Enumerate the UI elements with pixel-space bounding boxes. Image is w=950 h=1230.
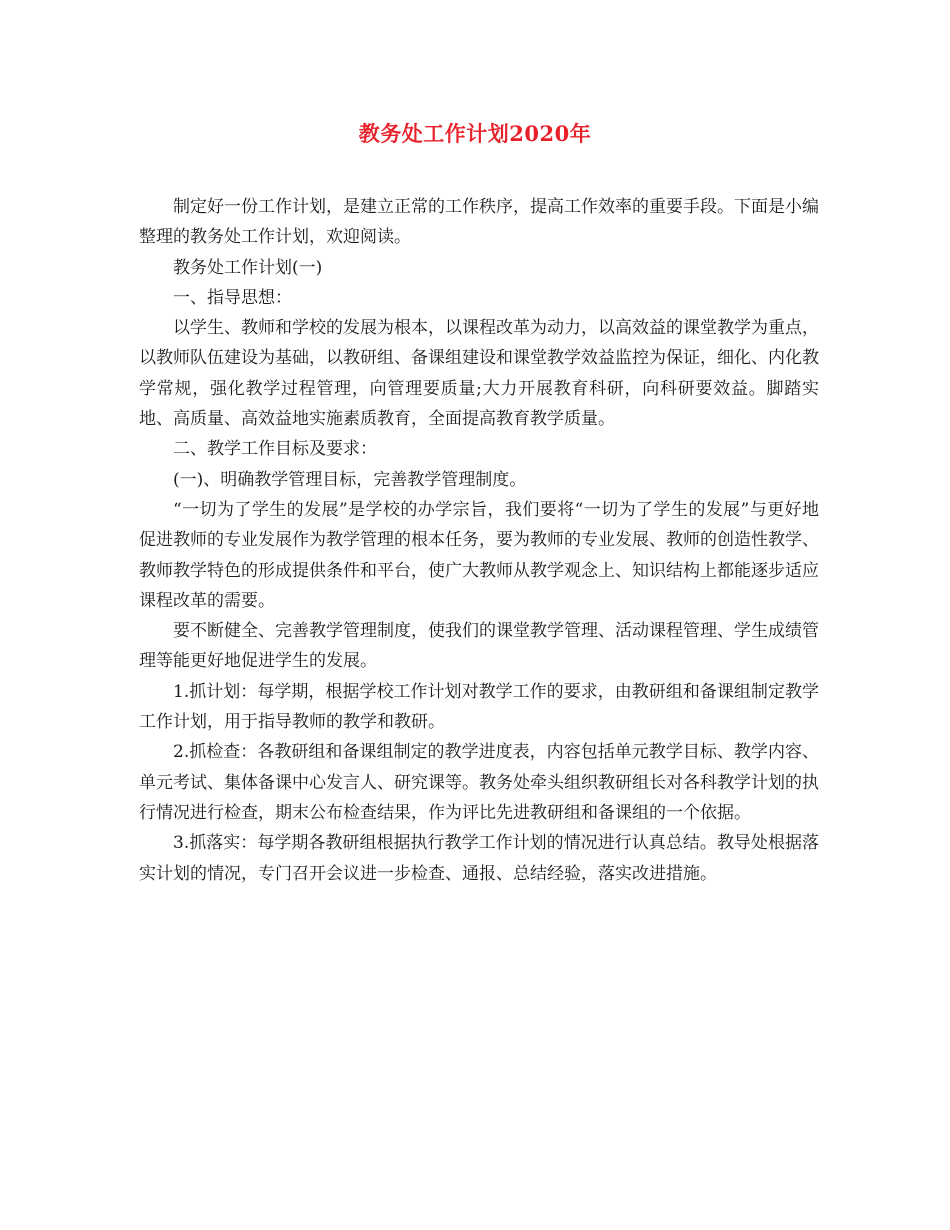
paragraph-item-plan: 1.抓计划：每学期，根据学校工作计划对教学工作的要求，由教研组和备课组制定教学工作计划，用于指导教师的教学和教研。: [139, 681, 819, 733]
paragraph-subsection-1-heading: (一)、明确教学管理目标，完善教学管理制度。: [173, 469, 527, 490]
paragraph-section-1-heading: 一、指导思想：: [173, 287, 292, 308]
paragraph-item-check: 2.抓检查：各教研组和备课组制定的教学进度表，内容包括单元教学目标、教学内容、单元考试、集体备课中心发言人、研究课等。教务处牵头组织教研组长对各科教学计划的执行情况进行检查，期末公布检查结果，作为评比先进教研组和备课组的一个依据。: [139, 742, 819, 823]
paragraph-school-motto: “一切为了学生的发展”是学校的办学宗旨，我们要将“一切为了学生的发展”与更好地促进教师的专业发展作为教学管理的根本任务，要为教师的专业发展、教师的创造性教学、教师教学特色的形成提供条件和平台，使广大教师从教学观念上、知识结构上都能逐步适应课程改革的需要。: [139, 499, 819, 611]
document-body: [139, 192, 819, 889]
paragraph-plan-heading: 教务处工作计划(一): [173, 257, 323, 278]
paragraph-management-system: 要不断健全、完善教学管理制度，使我们的课堂教学管理、活动课程管理、学生成绩管理等能更好地促进学生的发展。: [139, 621, 819, 672]
document-title: 教务处工作计划2020年: [358, 121, 592, 146]
paragraph-item-implement: 3.抓落实：每学期各教研组根据执行教学工作计划的情况进行认真总结。教导处根据落实计划的情况，专门召开会议进一步检查、通报、总结经验，落实改进措施。: [139, 833, 819, 884]
paragraph-guiding-thought: 以学生、教师和学校的发展为根本，以课程改革为动力，以高效益的课堂教学为重点，以教师队伍建设为基础，以教研组、备课组建设和课堂教学效益监控为保证，细化、内化教学常规，强化教学过程管理，向管理要质量;大力开展教育科研，向科研要效益。脚踏实地、高质量、高效益地实施素质教育，全面提高教育教学质量。: [139, 318, 819, 430]
paragraph-intro: 制定好一份工作计划，是建立正常的工作秩序，提高工作效率的重要手段。下面是小编整理的教务处工作计划，欢迎阅读。: [139, 197, 819, 248]
paragraph-section-2-heading: 二、教学工作目标及要求：: [173, 439, 377, 460]
